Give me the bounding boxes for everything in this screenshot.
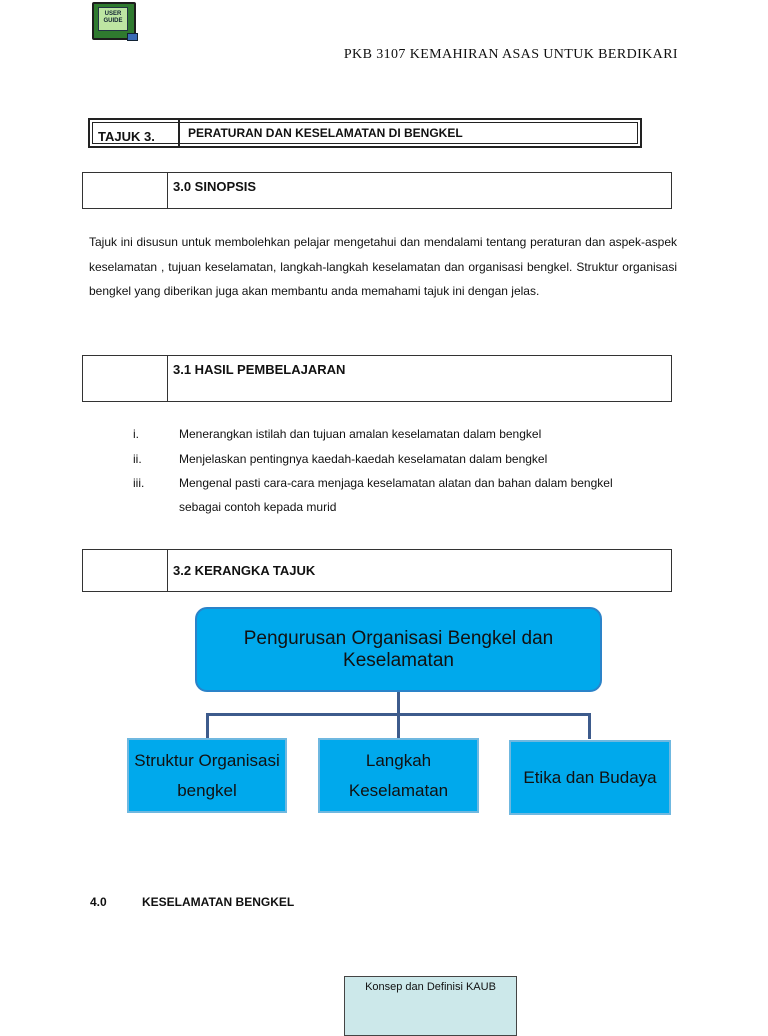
section-sinopsis-box — [82, 172, 672, 209]
connector-left — [206, 713, 209, 739]
list-item-text: Menerangkan istilah dan tujuan amalan keselamatan dalam bengkel — [179, 427, 542, 441]
course-header: PKB 3107 KEMAHIRAN ASAS UNTUK BERDIKARI — [343, 47, 678, 62]
section-4-title: KESELAMATAN BENGKEL — [142, 895, 295, 909]
diagram-child-etika: Etika dan Budaya — [509, 740, 671, 815]
konsep-box: Konsep dan Definisi KAUB — [344, 976, 517, 1036]
section-hasil-box — [82, 355, 672, 402]
topic-title: PERATURAN DAN KESELAMATAN DI BENGKEL — [188, 126, 463, 140]
section-kerangka-box — [82, 549, 672, 592]
user-guide-logo-icon — [92, 2, 136, 40]
topic-divider — [178, 120, 180, 146]
list-item-text: Mengenal pasti cara-cara menjaga keselamatan alatan dan bahan dalam bengkel sebagai contoh kepada murid — [179, 476, 613, 514]
topic-number: TAJUK 3. — [98, 129, 155, 144]
section-divider — [167, 356, 168, 401]
connector-vertical-root — [397, 692, 400, 714]
list-item-number: i. — [133, 427, 139, 441]
list-item-number: ii. — [133, 452, 142, 466]
pen-icon — [127, 33, 138, 41]
section-divider — [167, 550, 168, 591]
section-sinopsis-heading: 3.0 SINOPSIS — [173, 179, 257, 194]
list-item-text: Menjelaskan pentingnya kaedah-kaedah keselamatan dalam bengkel — [179, 452, 548, 466]
list-item-number: iii. — [133, 476, 145, 490]
section-divider — [167, 173, 168, 208]
logo-label: USER GUIDE — [98, 7, 128, 31]
section-kerangka-heading: 3.2 KERANGKA TAJUK — [173, 563, 316, 578]
diagram-child-langkah: Langkah Keselamatan — [318, 738, 479, 813]
sinopsis-paragraph: Tajuk ini disusun untuk membolehkan pelajar mengetahui dan mendalami tentang peraturan dan aspek-aspek keselamatan , tujuan keselamatan, langkah-langkah keselamatan dan organisasi bengkel. Struktur organisasi bengkel yang diberikan juga akan membantu anda memahami tajuk ini dengan jelas. — [89, 235, 677, 298]
diagram-child-struktur: Struktur Organisasi bengkel — [127, 738, 287, 813]
connector-middle — [397, 713, 400, 739]
section-hasil-heading: 3.1 HASIL PEMBELAJARAN — [173, 362, 346, 377]
connector-right — [588, 713, 591, 739]
diagram-root-node: Pengurusan Organisasi Bengkel dan Keselamatan — [195, 607, 602, 692]
section-4-number: 4.0 — [90, 895, 107, 909]
topic-title-box — [88, 118, 642, 148]
